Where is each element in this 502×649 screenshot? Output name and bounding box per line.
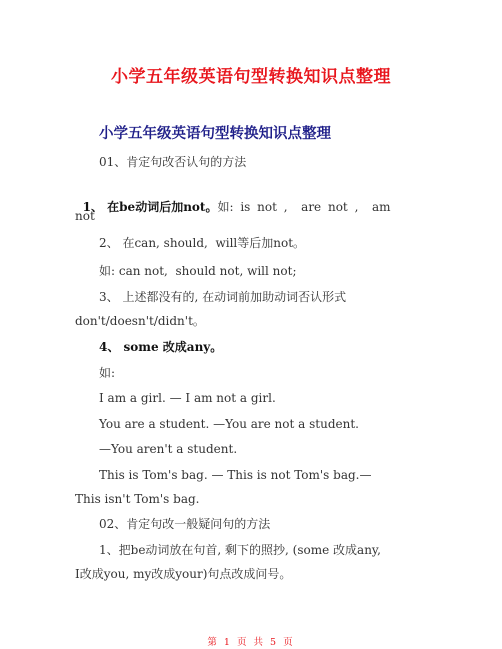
example-line: This is Tom's bag. — This is not Tom's bag.— bbox=[99, 468, 372, 482]
rule-1-bold: 1、 在be动词后加not。 bbox=[82, 200, 218, 214]
example-line: You are a student. —You are not a student. bbox=[99, 417, 359, 431]
text-line: 01、肯定句改否认句的方法 bbox=[99, 155, 247, 169]
page-footer: 第 1 页 共 5 页 bbox=[207, 637, 295, 648]
document-title: 小学五年级英语句型转换知识点整理 bbox=[111, 67, 391, 87]
text-line: not bbox=[75, 209, 95, 223]
text-line: 如: bbox=[99, 366, 116, 380]
rule-1-examples: 如: is not , are not , am bbox=[217, 200, 391, 214]
text-line: 1、把be动词放在句首, 剩下的照抄, (some 改成any, bbox=[99, 543, 381, 557]
example-line: I am a girl. — I am not a girl. bbox=[99, 391, 276, 405]
example-line: —You aren't a student. bbox=[99, 442, 238, 456]
text-line: 如: can not, should not, will not; bbox=[99, 264, 297, 278]
text-line: don't/doesn't/didn't。 bbox=[75, 314, 205, 328]
text-line: 3、 上述都没有的, 在动词前加助动词否认形式 bbox=[99, 290, 347, 304]
rule-line-4: 4、 some 改成any。 bbox=[99, 340, 223, 354]
section-heading: 小学五年级英语句型转换知识点整理 bbox=[99, 126, 331, 142]
text-line: 2、 在can, should, will等后加not。 bbox=[99, 236, 306, 250]
rule-line-1 bbox=[75, 186, 391, 214]
text-line: I改成you, my改成your)句点改成问号。 bbox=[75, 567, 292, 581]
text-line: 02、肯定句改一般疑问句的方法 bbox=[99, 517, 271, 531]
example-line: This isn't Tom's bag. bbox=[75, 492, 200, 506]
